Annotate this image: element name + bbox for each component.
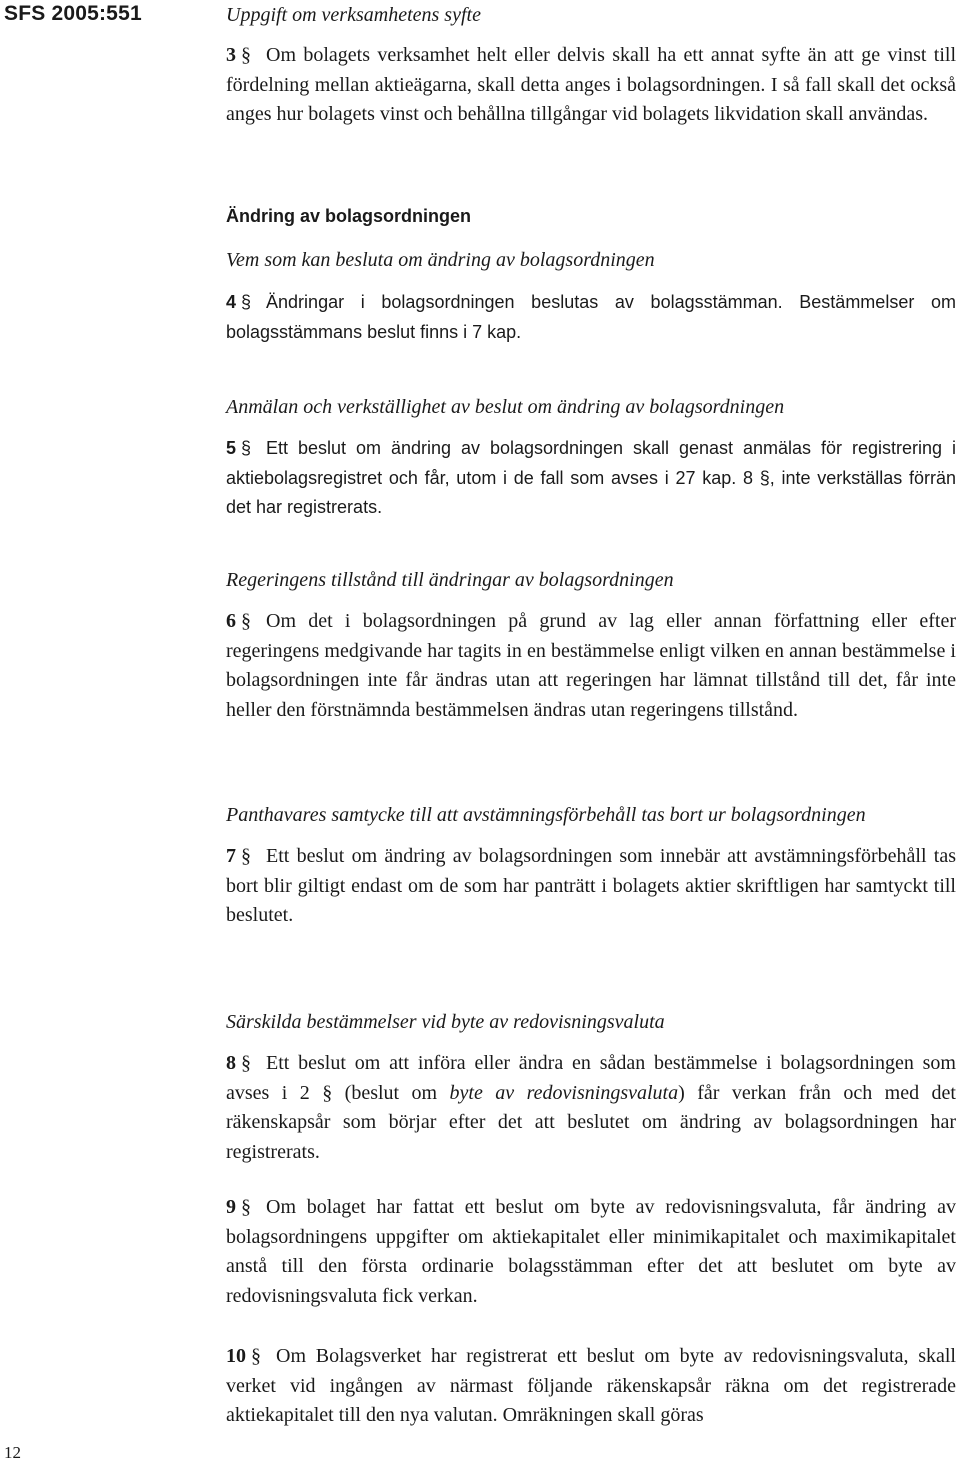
section-6 bbox=[226, 565, 956, 725]
paragraph-5 bbox=[226, 434, 956, 523]
paragraph-text: Om Bolagsverket har registrerat ett beslut om byte av redovisningsvaluta, skall verket vid ingången av närmast följande räkenskapsår räkna om det registrerade aktiekapitalet till den nya valutan. Omräkningen skall göras bbox=[226, 1345, 956, 1426]
paragraph-number: 9 bbox=[226, 1196, 236, 1218]
paragraph-6 bbox=[226, 607, 956, 725]
section-4 bbox=[226, 201, 956, 347]
paragraph-text: Ändringar i bolagsordningen beslutas av bolagsstämman. Bestämmelser om bolagsstämmans beslut finns i 7 kap. bbox=[226, 292, 956, 342]
section-sign: § bbox=[241, 1052, 251, 1074]
paragraph-text: Om bolaget har fattat ett beslut om byte av redovisningsvaluta, får ändring av bolagsordningens uppgifter om aktiekapitalet eller minimikapitalet och maximikapitalet anstå till den första ordinarie bolagsstämman efter det att beslutet om byte av redovisningsvaluta fick verkan. bbox=[226, 1196, 956, 1307]
paragraph-8 bbox=[226, 1049, 956, 1167]
paragraph-text: Om det i bolagsordningen på grund av lag eller annan författning eller efter regeringens medgivande har tagits in en bestämmelse enligt vilken en annan bestämmelse i bolagsordningen inte får ändras utan att regeringen har lämnat tillstånd till det, får inte heller den förstnämnda bestämmelsen ändras utan regeringens tillstånd. bbox=[226, 610, 956, 721]
section-sign: § bbox=[241, 292, 252, 312]
section-8 bbox=[226, 1007, 956, 1167]
paragraph-text: Ett beslut om ändring av bolagsordningen som innebär att avstämningsförbehåll tas bort blir giltigt endast om de som har panträtt i bolagets aktier skriftligen har samtyckt till beslutet. bbox=[226, 845, 956, 926]
paragraph-text: Om bolagets verksamhet helt eller delvis skall ha ett annat syfte än att ge vinst till fördelning mellan aktieägarna, skall detta anges i bolagsordningen. I så fall skall det också anges hur bolagets vinst och behållna tillgångar vid bolagets likvidation skall användas. bbox=[226, 44, 956, 125]
section-sign: § bbox=[241, 610, 251, 632]
section-heading: Vem som kan besluta om ändring av bolagsordningen bbox=[226, 249, 655, 271]
section-3 bbox=[226, 0, 956, 130]
section-7 bbox=[226, 800, 956, 931]
paragraph-10 bbox=[226, 1342, 956, 1431]
paragraph-number: 8 bbox=[226, 1052, 236, 1074]
paragraph-text: Ett beslut om ändring av bolagsordningen skall genast anmälas för registrering i aktiebolagsregistret och får, utom i de fall som avses i 27 kap. 8 §, inte verkställas förrän det har registrerats. bbox=[226, 438, 956, 517]
paragraph-number: 7 bbox=[226, 845, 236, 867]
section-5 bbox=[226, 392, 956, 523]
section-sign: § bbox=[241, 1196, 251, 1218]
paragraph-number: 6 bbox=[226, 610, 236, 632]
section-sign: § bbox=[241, 845, 251, 867]
paragraph-9 bbox=[226, 1193, 956, 1311]
paragraph-3 bbox=[226, 41, 956, 130]
paragraph-7 bbox=[226, 842, 956, 931]
paragraph-number: 5 bbox=[226, 438, 237, 458]
section-heading: Uppgift om verksamhetens syfte bbox=[226, 4, 481, 26]
section-sign: § bbox=[241, 438, 252, 458]
section-10 bbox=[226, 1342, 956, 1431]
section-heading: Särskilda bestämmelser vid byte av redovisningsvaluta bbox=[226, 1011, 665, 1033]
section-sign: § bbox=[241, 44, 251, 66]
paragraph-number: 10 bbox=[226, 1345, 246, 1367]
page-number: 12 bbox=[4, 1443, 21, 1462]
chapter-heading: Ändring av bolagsordningen bbox=[226, 206, 472, 226]
section-9 bbox=[226, 1193, 956, 1311]
paragraph-4 bbox=[226, 288, 956, 347]
sfs-label: SFS 2005:551 bbox=[4, 2, 142, 25]
paragraph-number: 4 bbox=[226, 292, 237, 312]
section-heading: Regeringens tillstånd till ändringar av bolagsordningen bbox=[226, 569, 674, 591]
paragraph-number: 3 bbox=[226, 44, 236, 66]
section-sign: § bbox=[251, 1345, 261, 1367]
section-heading: Panthavares samtycke till att avstämningsförbehåll tas bort ur bolagsordningen bbox=[226, 804, 866, 826]
paragraph-emphasis: byte av redovisningsvaluta bbox=[449, 1081, 679, 1104]
paragraph-text: ) får verkan från och med det räkenskapsår som börjar efter det att beslutet om ändring av bolagsordningen har registrerats. bbox=[226, 1081, 956, 1163]
section-heading: Anmälan och verkställighet av beslut om ändring av bolagsordningen bbox=[226, 396, 785, 418]
paragraph-text: Ett beslut om att införa eller ändra en sådan bestämmelse i bolagsordningen som avses i 2 § (beslut om bbox=[226, 1052, 956, 1104]
